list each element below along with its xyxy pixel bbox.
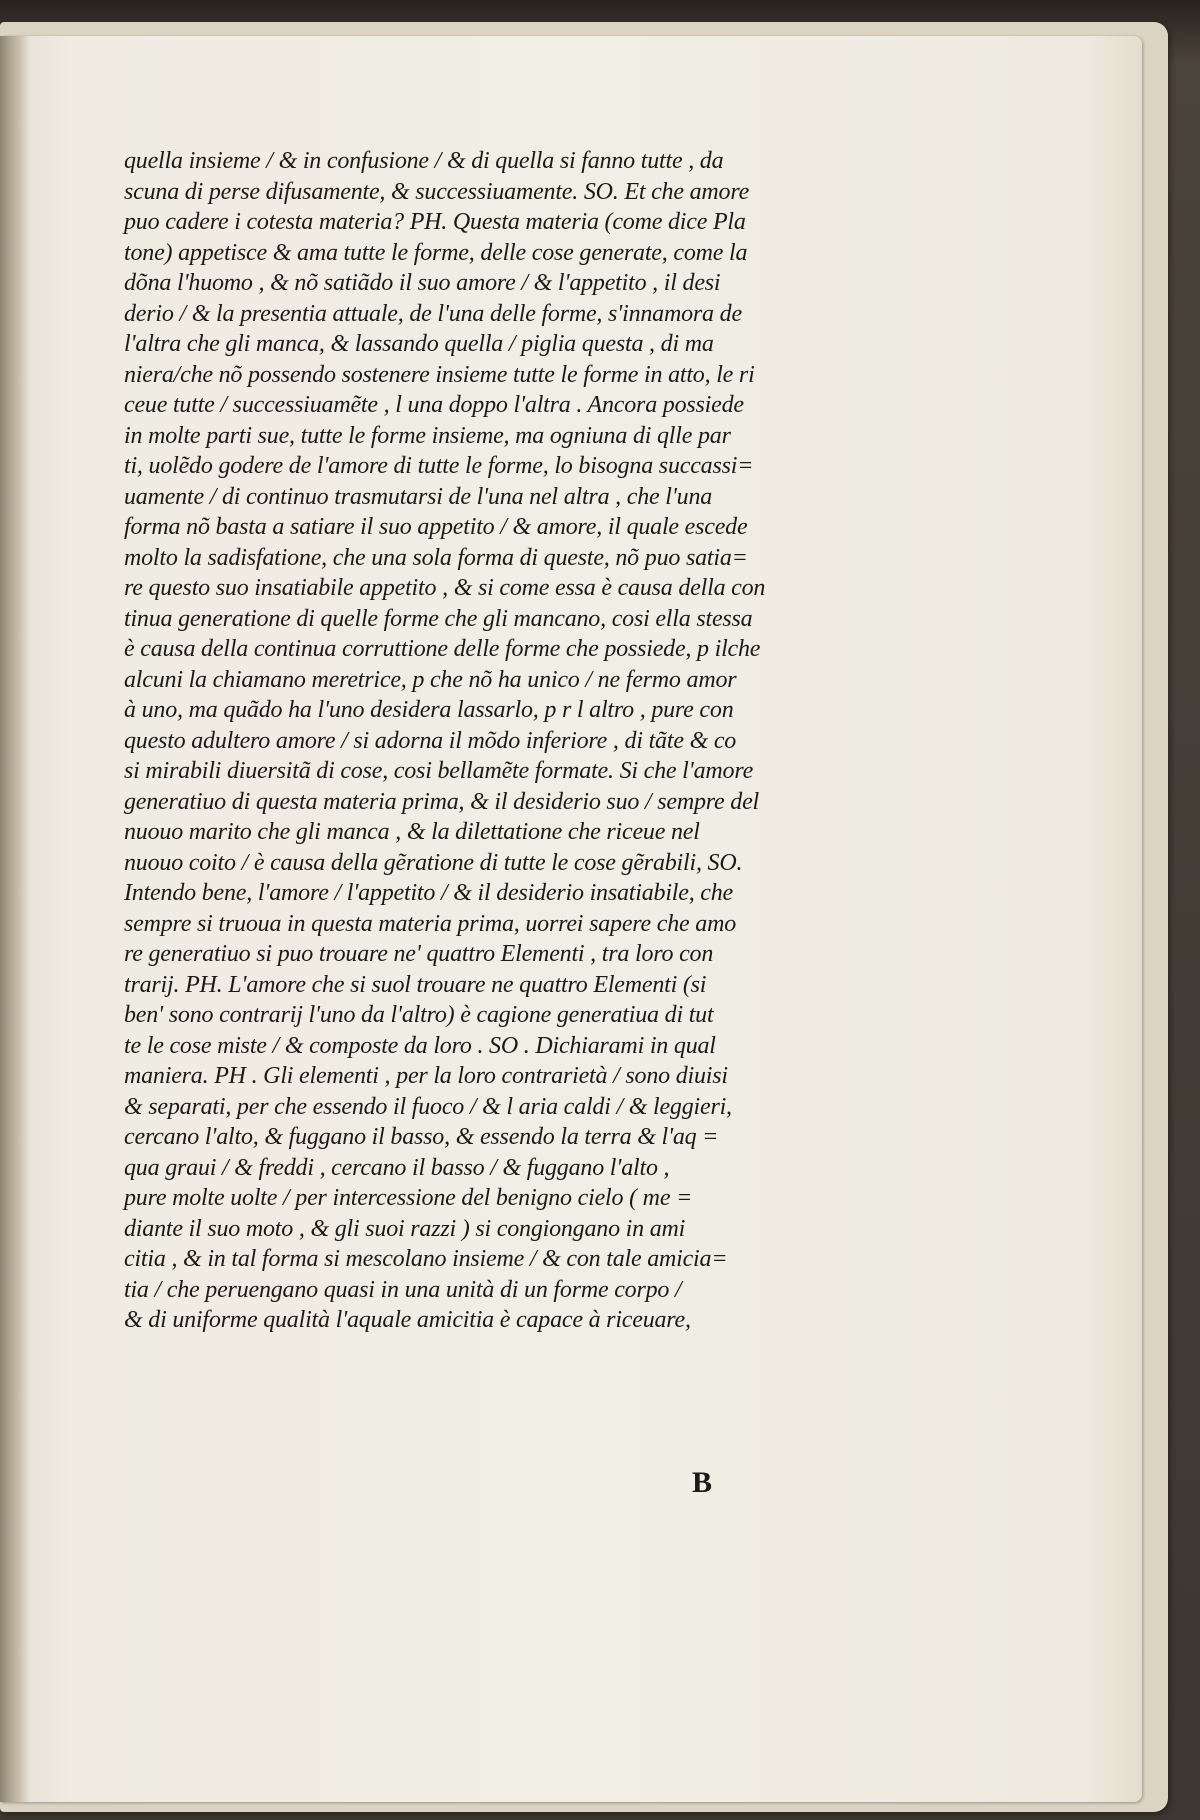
text-line: derio / & la presentia attuale, de l'una delle forme, s'innamora de xyxy=(124,300,742,327)
text-line: citia , & in tal forma si mescolano insieme / & con tale amicia= xyxy=(124,1246,728,1272)
text-line: generatiuo di questa materia prima, & il desiderio suo / sempre del xyxy=(124,788,759,815)
text-line: te le cose miste / & composte da loro . SO . Dichiarami in qual xyxy=(124,1032,716,1059)
text-line: ceue tutte / successiuamẽte , l una doppo l'altra . Ancora possiede xyxy=(124,392,744,418)
text-line: diante il suo moto , & gli suoi razzi ) si congiongano in ami xyxy=(124,1215,686,1242)
text-line: re questo suo insatiabile appetito , & si come essa è causa della con xyxy=(124,575,766,601)
text-line: qua graui / & freddi , cercano il basso / & fuggano l'alto , xyxy=(124,1154,670,1181)
text-line: trarij. PH. L'amore che si suol trouare ne quattro Elementi (si xyxy=(124,971,707,998)
text-line: si mirabili diuersitã di cose, cosi bellamẽte formate. Si che l'amore xyxy=(124,758,754,784)
text-line: in molte parti sue, tutte le forme insieme, ma ogniuna di qlle par xyxy=(124,422,731,449)
signature-mark: B xyxy=(692,1466,713,1499)
page-gutter xyxy=(0,36,30,1802)
text-line: maniera. PH . Gli elementi , per la loro contrarietà / sono diuisi xyxy=(124,1063,728,1089)
text-line: & di uniforme qualità l'aquale amicitia è capace à riceuare, xyxy=(124,1307,691,1333)
text-line: à uno, ma quãdo ha l'uno desidera lassarlo, p r l altro , pure con xyxy=(124,697,734,723)
text-line: sempre si truoua in questa materia prima, uorrei sapere che amo xyxy=(124,910,737,937)
text-line: ben' sono contrarij l'uno da l'altro) è cagione generatiua di tut xyxy=(124,1002,714,1028)
text-line: quella insieme / & in confusione / & di quella si fanno tutte , da xyxy=(124,148,724,174)
text-line: uamente / di continuo trasmutarsi de l'una nel altra , che l'una xyxy=(124,483,713,510)
text-line: è causa della continua corruttione delle forme che possiede, p ilche xyxy=(124,636,761,662)
text-line: tinua generatione di quelle forme che gli mancano, cosi ella stessa xyxy=(124,605,753,632)
text-line: questo adultero amore / si adorna il mõdo inferiore , di tãte & co xyxy=(124,727,737,754)
text-line: niera/che nõ possendo sostenere insieme tutte le forme in atto, le ri xyxy=(124,361,755,388)
text-line: puo cadere i cotesta materia? PH. Questa materia (come dice Pla xyxy=(124,209,746,235)
text-line: molto la sadisfatione, che una sola forma di queste, nõ puo satia= xyxy=(124,544,748,571)
text-line: nuouo coito / è causa della gẽratione di tutte le cose gẽrabili, SO. xyxy=(124,849,743,876)
text-line: ti, uolẽdo godere de l'amore di tutte le forme, lo bisogna succassi= xyxy=(124,453,754,479)
text-line: tia / che peruengano quasi in una unità di un forme corpo / xyxy=(124,1276,682,1303)
text-line: l'altra che gli manca, & lassando quella / piglia questa , di ma xyxy=(124,331,714,357)
text-line: alcuni la chiamano meretrice, p che nõ ha unico / ne fermo amor xyxy=(124,666,737,693)
text-line: & separati, per che essendo il fuoco / & l aria caldi / & leggieri, xyxy=(124,1093,732,1120)
text-line: nuouo marito che gli manca , & la dilettatione che riceue nel xyxy=(124,819,700,845)
text-line: Intendo bene, l'amore / l'appetito / & il desiderio insatiabile, che xyxy=(124,880,734,906)
text-line: pure molte uolte / per intercessione del benigno cielo ( me = xyxy=(124,1185,693,1211)
text-line: cercano l'alto, & fuggano il basso, & essendo la terra & l'aq = xyxy=(124,1124,719,1150)
page-text xyxy=(124,146,924,1336)
text-line: forma nõ basta a satiare il suo appetito / & amore, il quale escede xyxy=(124,514,748,540)
text-line: dõna l'huomo , & nõ satiãdo il suo amore / & l'appetito , il desi xyxy=(124,270,721,296)
text-line: tone) appetisce & ama tutte le forme, delle cose generate, come la xyxy=(124,239,748,266)
text-line: re generatiuo si puo trouare ne' quattro Elementi , tra loro con xyxy=(124,941,714,967)
text-line: scuna di perse difusamente, & successiuamente. SO. Et che amore xyxy=(124,178,750,205)
